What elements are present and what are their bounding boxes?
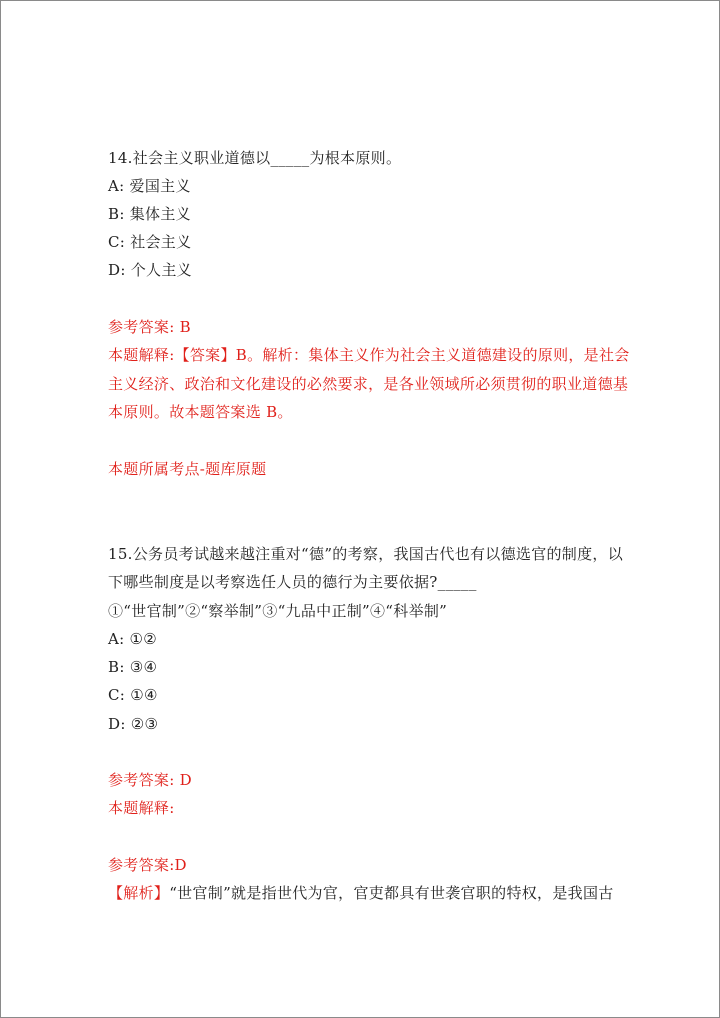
q15-analysis (108, 883, 614, 903)
q15-explanation-label: 本题解释: (108, 799, 175, 817)
q14-source: 本题所属考点-题库原题 (108, 460, 267, 478)
analysis-tag: 【解析】 (108, 884, 170, 902)
question-15-line-2: 下哪些制度是以考察选任人员的德行为主要依据?_____ (108, 573, 477, 591)
q14-explanation-line-1: 本题解释:【答案】B。解析：集体主义作为社会主义道德建设的原则，是社会 (108, 346, 630, 364)
q14-explanation-line-3: 本原则。故本题答案选 B。 (108, 403, 293, 421)
q14-option-b: B: 集体主义 (108, 205, 191, 223)
question-14: 14.社会主义职业道德以_____为根本原则。 (108, 149, 402, 167)
q15-option-b: B: ③④ (108, 658, 158, 676)
q15-option-d: D: ②③ (108, 715, 159, 733)
q14-answer: 参考答案: B (108, 318, 191, 336)
q14-explanation-line-2: 主义经济、政治和文化建设的必然要求，是各业领域所必须贯彻的职业道德基 (108, 375, 629, 393)
q14-option-c: C: 社会主义 (108, 233, 192, 251)
question-15-line-1: 15.公务员考试越来越注重对“德”的考察，我国古代也有以德选官的制度，以 (108, 545, 623, 563)
analysis-text: “世官制”就是指世代为官，官吏都具有世袭官职的特权，是我国古 (169, 884, 614, 902)
q14-option-d: D: 个人主义 (108, 261, 192, 279)
q15-answer-repeat: 参考答案:D (108, 856, 187, 874)
q14-option-a: A: 爱国主义 (108, 177, 191, 195)
q15-option-a: A: ①② (108, 630, 158, 648)
q15-items: ①“世官制”②“察举制”③“九品中正制”④“科举制” (108, 602, 448, 620)
q15-answer: 参考答案: D (108, 771, 192, 789)
q15-option-c: C: ①④ (108, 686, 158, 704)
